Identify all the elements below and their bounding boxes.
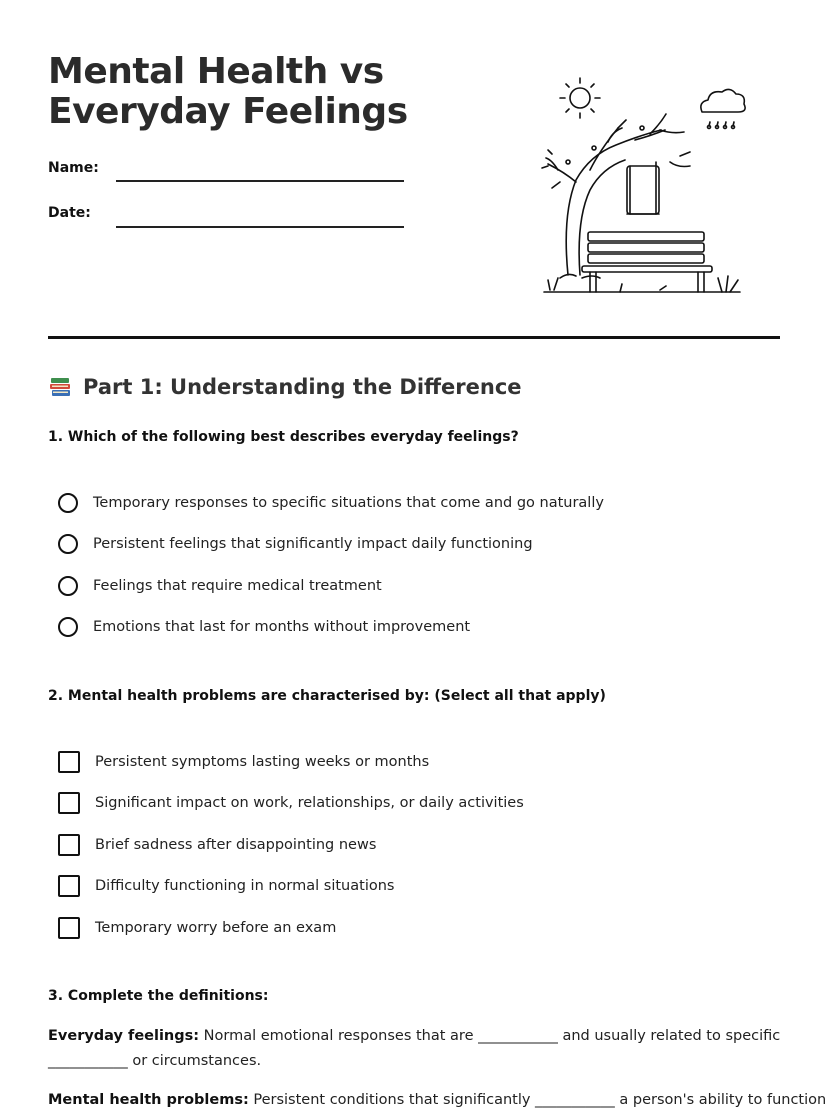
definition-everyday-feelings (48, 1024, 783, 1074)
definition-mental-health-problems (48, 1088, 827, 1113)
option-label: Difficulty functioning in normal situations (95, 878, 395, 894)
option-label: Persistent feelings that significantly impact daily functioning (93, 536, 533, 552)
title-line-1: Mental Health vs (48, 51, 384, 92)
radio-button[interactable] (58, 576, 78, 596)
option-label: Brief sadness after disappointing news (95, 837, 377, 853)
option-label: Feelings that require medical treatment (93, 578, 382, 594)
q2-option-2[interactable] (58, 791, 524, 815)
part1-heading (48, 374, 522, 400)
option-label: Emotions that last for months without improvement (93, 619, 471, 635)
question-3: 3. Complete the definitions: (48, 988, 269, 1004)
q2-option-5[interactable] (58, 916, 336, 940)
park-illustration (530, 70, 760, 300)
name-label: Name: (48, 160, 99, 176)
radio-button[interactable] (58, 534, 78, 554)
definition-text: Normal emotional responses that are ___________ and usually related to specific ___________ or circumstances. (48, 1028, 781, 1069)
sun-icon (560, 78, 600, 118)
checkbox[interactable] (58, 792, 80, 814)
option-label: Significant impact on work, relationships, or daily activities (95, 795, 524, 811)
definition-text: Persistent conditions that significantly ___________ a person's ability to function (248, 1092, 827, 1108)
page-title (48, 52, 408, 132)
q2-option-3[interactable] (58, 833, 376, 857)
date-field[interactable] (116, 226, 404, 228)
title-line-2: Everyday Feelings (48, 91, 408, 132)
swing-icon (627, 162, 659, 214)
bench-icon (544, 232, 740, 292)
definition-term: Everyday feelings: (48, 1028, 200, 1044)
radio-button[interactable] (58, 617, 78, 637)
option-label: Temporary responses to specific situations that come and go naturally (93, 495, 604, 511)
question-2: 2. Mental health problems are characterised by: (Select all that apply) (48, 688, 606, 704)
name-field[interactable] (116, 180, 404, 182)
definition-term: Mental health problems: (48, 1092, 249, 1108)
option-label: Persistent symptoms lasting weeks or months (95, 754, 430, 770)
q1-option-2[interactable] (58, 532, 533, 556)
q1-option-4[interactable] (58, 615, 470, 639)
books-icon (48, 374, 74, 400)
q2-option-1[interactable] (58, 750, 429, 774)
radio-button[interactable] (58, 493, 78, 513)
date-label: Date: (48, 205, 91, 221)
checkbox[interactable] (58, 875, 80, 897)
q1-option-3[interactable] (58, 574, 382, 598)
question-1: 1. Which of the following best describes everyday feelings? (48, 429, 519, 445)
header-divider (48, 336, 780, 339)
checkbox[interactable] (58, 917, 80, 939)
option-label: Temporary worry before an exam (95, 920, 337, 936)
part1-heading-text: Part 1: Understanding the Difference (83, 375, 522, 399)
checkbox[interactable] (58, 834, 80, 856)
checkbox[interactable] (58, 751, 80, 773)
q1-option-1[interactable] (58, 491, 604, 515)
rain-cloud-icon (701, 89, 745, 128)
q2-option-4[interactable] (58, 874, 394, 898)
